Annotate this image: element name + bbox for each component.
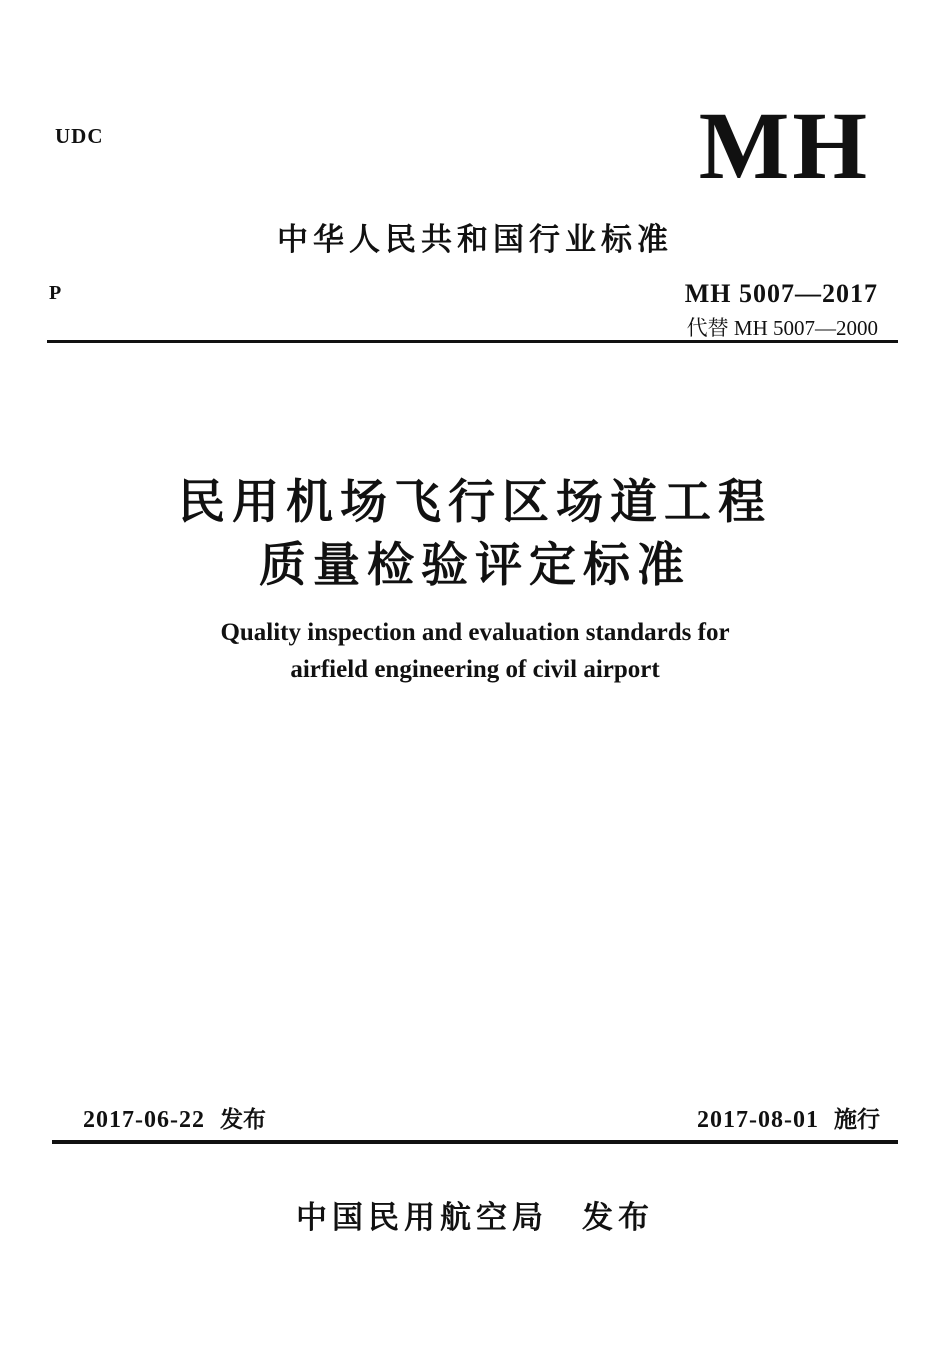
implementation-date-label: 施行	[834, 1106, 880, 1132]
replaces-note: 代替 MH 5007—2000	[686, 316, 878, 340]
top-rule	[47, 340, 898, 343]
classification-code: P	[49, 282, 62, 304]
title-chinese-line1: 民用机场飞行区场道工程	[178, 475, 772, 528]
publisher-line	[0, 1192, 950, 1237]
standard-number-block	[685, 279, 878, 342]
title-chinese	[0, 470, 950, 596]
publisher-name: 中国民用航空局	[296, 1200, 548, 1235]
title-english-line1: Quality inspection and evaluation standards for	[220, 619, 730, 646]
issue-date-label: 发布	[219, 1106, 266, 1132]
issue-date-value: 2017-06-22	[83, 1107, 205, 1133]
implementation-date-value: 2017-08-01	[697, 1107, 819, 1133]
title-english-line2: airfield engineering of civil airport	[290, 656, 660, 683]
implementation-date	[697, 1101, 880, 1134]
publisher-verb: 发布	[582, 1200, 654, 1235]
bottom-rule	[52, 1140, 898, 1144]
standard-type-heading: 中华人民共和国行业标准	[277, 222, 673, 257]
title-english	[0, 614, 950, 688]
udc-label: UDC	[55, 124, 104, 148]
title-chinese-line2: 质量检验评定标准	[259, 538, 691, 591]
dates-row	[83, 1101, 880, 1134]
mh-logo: MH	[698, 92, 870, 199]
standard-number: MH 5007—2017	[684, 279, 878, 308]
issue-date	[83, 1101, 266, 1134]
